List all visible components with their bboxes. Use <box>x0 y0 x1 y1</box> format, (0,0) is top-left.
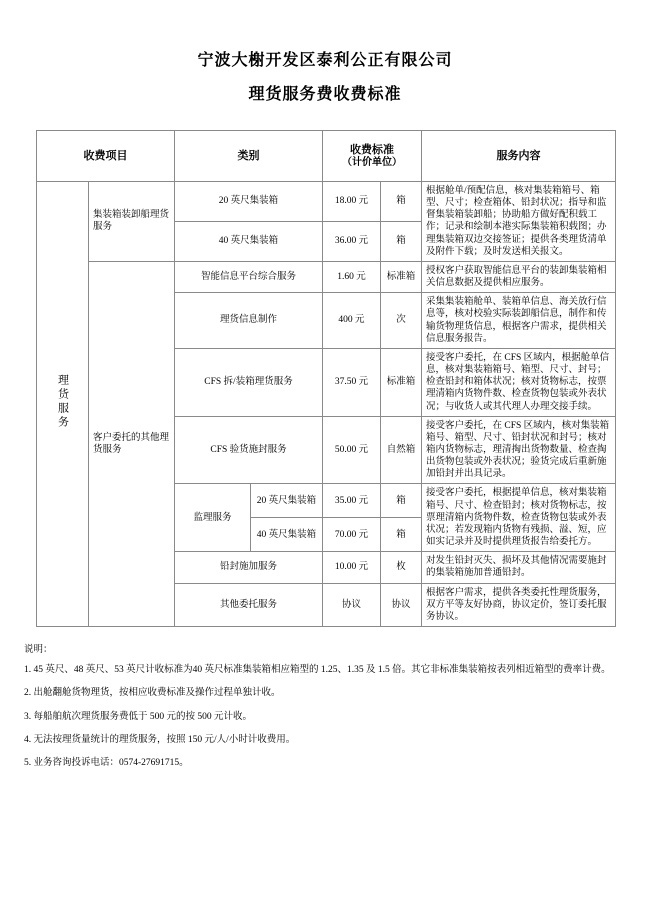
price-value: 37.50 元 <box>323 348 381 416</box>
unit-value: 箱 <box>381 518 422 552</box>
service-description: 接受客户委托，根据提单信息，核对集装箱箱号、尺寸、检查铅封；核对货物标志，按票理清箱内货物件数，检查货物包装或外表状况；若发现箱内货物有残损、溢、短，应如实记录并及时提供理货报告给委托方。 <box>422 484 616 552</box>
service-description: 根据舱单/预配信息，核对集装箱箱号、箱型、尺寸；检查箱体、铅封状况；指导和监督集装箱装卸船；协助船方做好配积载工作；记录和绘制本港实际集装箱积载图；办理集装箱双边交接签证；提供各类理货清单及附件下载；及时发送相关报文。 <box>422 182 616 262</box>
fee-standard-table <box>36 130 616 627</box>
price-value: 10.00 元 <box>323 552 381 583</box>
company-title: 宁波大榭开发区泰利公正有限公司 <box>197 52 453 69</box>
header-standard <box>323 131 422 182</box>
subcategory-name: 40 英尺集装箱 <box>251 518 323 552</box>
unit-value: 标准箱 <box>381 261 422 292</box>
category-name: 40 英尺集装箱 <box>175 221 323 261</box>
service-description: 根据客户需求，提供各类委托性理货服务，双方平等友好协商，协议定价，签订委托服务协议。 <box>422 583 616 626</box>
service-description: 授权客户获取智能信息平台的装卸集装箱相关信息数据及提供相应服务。 <box>422 261 616 292</box>
note-item: 1. 45 英尺、48 英尺、53 英尺计收标准为40 英尺标准集装箱相应箱型的 1.25、1.35 及 1.5 倍。其它非标准集装箱按表列相近箱型的费率计费。 <box>24 665 611 675</box>
unit-value: 次 <box>381 293 422 349</box>
group-label-cell <box>37 182 89 627</box>
category-name: CFS 验货施封服务 <box>175 416 323 484</box>
category-name: CFS 拆/装箱理货服务 <box>175 348 323 416</box>
header-standard-line1: 收费标准 <box>350 143 394 156</box>
category-name: 监理服务 <box>175 484 251 552</box>
table-header-row <box>37 131 616 182</box>
note-item: 4. 无法按理货量统计的理货服务，按照 150 元/人/小时计收费用。 <box>24 735 296 746</box>
header-standard-line2: （计价单位） <box>342 156 402 168</box>
category-name: 智能信息平台综合服务 <box>175 261 323 292</box>
category-name: 铅封施加服务 <box>175 552 323 583</box>
category-name: 20 英尺集装箱 <box>175 182 323 222</box>
service-group-name: 客户委托的其他理货服务 <box>89 261 175 626</box>
price-value: 1.60 元 <box>323 261 381 292</box>
header-item: 收费项目 <box>37 131 175 182</box>
service-description: 接受客户委托，在 CFS 区域内，核对集装箱箱号、箱型、尺寸、铅封状况和封号；核对箱内货物标志，理清掏出货物数量、检查掏出货物包装或外表状况；验货完成后重新施加铅封并出具记录。 <box>422 416 616 484</box>
unit-value: 协议 <box>381 583 422 626</box>
price-value: 35.00 元 <box>323 484 381 518</box>
service-group-name: 集装箱装卸船理货服务 <box>89 182 175 262</box>
table-row <box>37 182 616 222</box>
price-value: 36.00 元 <box>323 221 381 261</box>
category-name: 理货信息制作 <box>175 293 323 349</box>
price-value: 400 元 <box>323 293 381 349</box>
category-name: 其他委托服务 <box>175 583 323 626</box>
price-value: 协议 <box>323 583 381 626</box>
note-item: 2. 出舱翻舱货物理货，按相应收费标准及操作过程单独计收。 <box>24 688 281 699</box>
notes-section <box>24 641 634 770</box>
unit-value: 箱 <box>381 221 422 261</box>
document-title: 理货服务费收费标准 <box>248 86 402 103</box>
table-row <box>37 261 616 292</box>
header-category: 类别 <box>175 131 323 182</box>
unit-value: 标准箱 <box>381 348 422 416</box>
price-value: 18.00 元 <box>323 182 381 222</box>
service-description: 采集集装箱舱单、装箱单信息、海关放行信息等，核对校验实际装卸船信息，制作和传输货物理货信息，根据客户需求，提供相关信息服务报告。 <box>422 293 616 349</box>
subcategory-name: 20 英尺集装箱 <box>251 484 323 518</box>
price-value: 70.00 元 <box>323 518 381 552</box>
note-item: 5. 业务咨询投诉电话：0574-27691715。 <box>24 758 189 769</box>
header-content: 服务内容 <box>422 131 616 182</box>
service-description: 接受客户委托，在 CFS 区域内，根据舱单信息，核对集装箱箱号、箱型、尺寸、封号；检查铅封和箱体状况；核对货物标志，按票理清箱内货物件数、检查货物包装或外表状况；与收货人或其代理人办理交接手续。 <box>422 348 616 416</box>
price-value: 50.00 元 <box>323 416 381 484</box>
service-description: 对发生铅封灭失、损坏及其他情况需要施封的集装箱施加普通铅封。 <box>422 552 616 583</box>
notes-heading: 说明： <box>24 645 53 655</box>
unit-value: 自然箱 <box>381 416 422 484</box>
group-label-text: 理货服务 <box>56 373 69 430</box>
unit-value: 箱 <box>381 484 422 518</box>
title-block <box>0 0 650 112</box>
unit-value: 箱 <box>381 182 422 222</box>
unit-value: 枚 <box>381 552 422 583</box>
note-item: 3. 每船舶航次理货服务费低于 500 元的按 500 元计收。 <box>24 711 253 722</box>
